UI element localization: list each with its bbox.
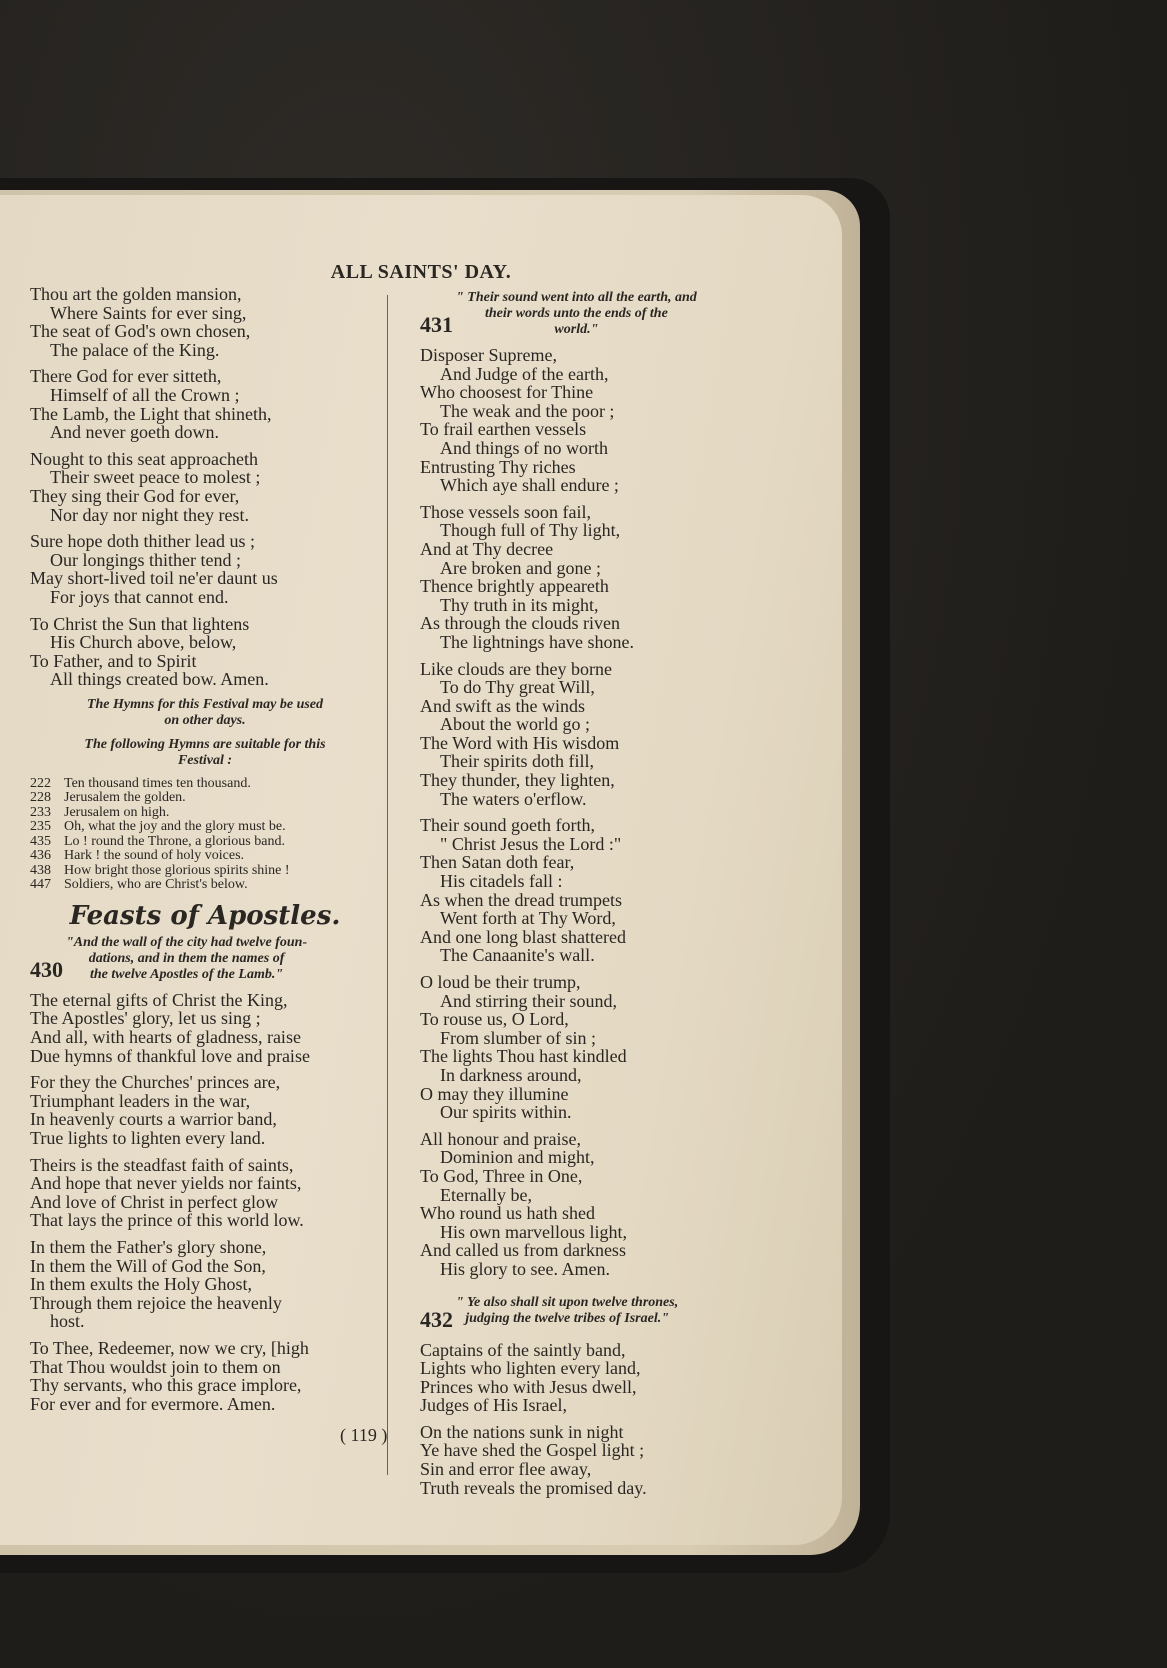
section-title: Feasts of Apostles. xyxy=(69,900,341,931)
verse-line: All honour and praise, xyxy=(420,1128,581,1149)
book-page xyxy=(0,195,842,1545)
hymn-number: 438 xyxy=(30,862,51,878)
list-item xyxy=(30,864,380,879)
stanza xyxy=(420,1341,750,1415)
verse-line: Thence brightly appeareth xyxy=(420,576,609,597)
verse-line: Thou art the golden mansion, xyxy=(30,284,242,304)
hymn-number: 435 xyxy=(30,833,51,849)
verse-line: For joys that cannot end. xyxy=(50,586,229,607)
verse-line: " Christ Jesus the Lord :" xyxy=(440,833,622,854)
hymn-number: 432 xyxy=(420,1306,453,1332)
rubric-line: Festival : xyxy=(177,752,233,768)
hymn-title: Jerusalem the golden. xyxy=(64,790,186,806)
rubric-line: on other days. xyxy=(164,712,246,728)
verse-line: To Thee, Redeemer, now we cry, [high xyxy=(30,1337,309,1358)
hymn-number: 235 xyxy=(30,819,51,835)
rubric-line: The following Hymns are suitable for this xyxy=(84,736,326,752)
hymn-title: Soldiers, who are Christ's below. xyxy=(64,877,248,893)
list-item xyxy=(30,820,380,835)
verse-line: And one long blast shattered xyxy=(420,926,626,947)
verse-line: The Word with His wisdom xyxy=(420,732,620,753)
hymn-title: Hark ! the sound of holy voices. xyxy=(64,848,245,864)
verse-line: The weak and the poor ; xyxy=(440,400,615,421)
stanza xyxy=(30,450,380,524)
verse-line: Which aye shall endure ; xyxy=(440,475,619,496)
hymn-title: Jerusalem on high. xyxy=(64,804,170,820)
verse-line: Captains of the saintly band, xyxy=(420,1339,626,1360)
verse-line: There God for ever sitteth, xyxy=(30,366,222,387)
verse-line: On the nations sunk in night xyxy=(420,1421,624,1442)
verse-line: Truth reveals the promised day. xyxy=(420,1477,647,1498)
verse-line: In darkness around, xyxy=(440,1064,582,1085)
verse-line: To Father, and to Spirit xyxy=(30,650,197,671)
epigraph-line: world." xyxy=(554,322,599,337)
verse-line: And Judge of the earth, xyxy=(440,363,609,384)
verse-line: And things of no worth xyxy=(440,437,608,458)
verse-line: The eternal gifts of Christ the King, xyxy=(30,989,288,1010)
verse-line: Through them rejoice the heavenly xyxy=(30,1292,282,1313)
list-item xyxy=(30,806,380,821)
stanza xyxy=(30,532,380,606)
verse-line: To Christ the Sun that lightens xyxy=(30,613,250,634)
verse-line: In them exults the Holy Ghost, xyxy=(30,1274,252,1295)
stanza xyxy=(420,973,750,1122)
verse-line: And hope that never yields nor faints, xyxy=(30,1173,302,1194)
verse-line: And called us from darkness xyxy=(420,1240,626,1261)
stanza xyxy=(30,1156,380,1230)
verse-line: May short-lived toil ne'er daunt us xyxy=(30,568,278,589)
verse-line: Their spirits doth fill, xyxy=(440,751,594,772)
right-column xyxy=(420,290,750,1497)
verse-line: Triumphant leaders in the war, xyxy=(30,1090,251,1111)
page-number: ( 119 ) xyxy=(340,1425,388,1445)
stanza xyxy=(420,1423,750,1497)
verse-line: As through the clouds riven xyxy=(420,613,620,634)
hymn-number: 447 xyxy=(30,877,51,893)
verse-line: And never goeth down. xyxy=(50,422,219,443)
verse-line: All things created bow. Amen. xyxy=(50,669,269,690)
verse-line: And at Thy decree xyxy=(420,538,554,559)
verse-line: Dominion and might, xyxy=(440,1147,595,1168)
hymn-number: 233 xyxy=(30,804,51,820)
epigraph-line: the twelve Apostles of the Lamb." xyxy=(89,966,284,982)
hymn-number: 222 xyxy=(30,775,51,791)
verse-line: Ye have shed the Gospel light ; xyxy=(420,1440,645,1461)
verse-line: In them the Father's glory shone, xyxy=(30,1237,267,1257)
stanza xyxy=(420,346,750,495)
hymn-epigraph xyxy=(456,1295,678,1327)
rubric-line: The Hymns for this Festival may be used xyxy=(86,696,324,712)
verse-line: Where Saints for ever sing, xyxy=(50,302,247,323)
verse-line: Those vessels soon fail, xyxy=(420,501,591,522)
verse-line: For they the Churches' princes are, xyxy=(30,1072,281,1093)
epigraph-line: judging the twelve tribes of Israel." xyxy=(465,1310,669,1326)
hymn-title: How bright those glorious spirits shine ! xyxy=(64,862,290,878)
verse-line: The lightnings have shone. xyxy=(440,631,634,652)
verse-line: The Apostles' glory, let us sing ; xyxy=(30,1008,261,1029)
stanza xyxy=(420,660,750,809)
epigraph-line: dations, and in them the names of xyxy=(88,950,285,966)
suggested-hymns-list xyxy=(30,777,380,893)
verse-line: Who choosest for Thine xyxy=(420,382,594,403)
verse-line: To frail earthen vessels xyxy=(420,419,587,440)
verse-line: O loud be their trump, xyxy=(420,972,581,992)
stanza xyxy=(420,816,750,965)
list-item xyxy=(30,835,380,850)
verse-line: And stirring their sound, xyxy=(440,990,617,1011)
verse-line: His glory to see. Amen. xyxy=(440,1258,610,1279)
verse-line: Their sound goeth forth, xyxy=(420,815,595,836)
hymn-number: 430 xyxy=(30,956,63,982)
verse-line: Our spirits within. xyxy=(440,1102,572,1123)
epigraph-line: " Their sound went into all the earth, and xyxy=(456,290,697,305)
stanza xyxy=(30,367,380,441)
epigraph-line: "And the wall of the city had twelve foun- xyxy=(66,934,308,950)
verse-line: The seat of God's own chosen, xyxy=(30,321,251,342)
verse-line: As when the dread trumpets xyxy=(420,889,622,910)
verse-line: Nor day nor night they rest. xyxy=(50,504,249,525)
verse-line: host. xyxy=(50,1311,85,1332)
stanza xyxy=(30,1238,380,1331)
verse-line: Though full of Thy light, xyxy=(440,520,621,541)
verse-line: In them the Will of God the Son, xyxy=(30,1255,266,1276)
verse-line: Judges of His Israel, xyxy=(420,1395,567,1416)
verse-line: Who round us hath shed xyxy=(420,1203,595,1224)
verse-line: Princes who with Jesus dwell, xyxy=(420,1376,637,1397)
stanza xyxy=(420,1130,750,1279)
verse-line: In heavenly courts a warrior band, xyxy=(30,1109,277,1130)
verse-line: To do Thy great Will, xyxy=(440,677,595,698)
list-item xyxy=(30,878,380,893)
rubric xyxy=(30,697,380,729)
hymn-number: 431 xyxy=(420,312,453,337)
verse-line: They sing their God for ever, xyxy=(30,485,240,506)
verse-line: For ever and for evermore. Amen. xyxy=(30,1393,276,1414)
verse-line: About the world go ; xyxy=(440,714,590,735)
hymn-title: Ten thousand times ten thousand. xyxy=(64,775,251,791)
verse-line: Himself of all the Crown ; xyxy=(50,384,240,405)
stanza xyxy=(420,503,750,652)
verse-line: To God, Three in One, xyxy=(420,1165,583,1186)
verse-line: The waters o'erflow. xyxy=(440,788,587,809)
stanza xyxy=(30,1073,380,1147)
hymn-epigraph xyxy=(66,935,307,983)
verse-line: That lays the prince of this world low. xyxy=(30,1210,304,1231)
list-item xyxy=(30,791,380,806)
verse-line: The Canaanite's wall. xyxy=(440,945,595,966)
verse-line: Like clouds are they borne xyxy=(420,658,612,679)
epigraph-line: their words unto the ends of the xyxy=(484,306,668,321)
verse-line: The palace of the King. xyxy=(50,339,220,360)
hymn-title: Oh, what the joy and the glory must be. xyxy=(64,819,286,835)
verse-line: Then Satan doth fear, xyxy=(420,852,575,873)
verse-line: Went forth at Thy Word, xyxy=(440,908,616,929)
verse-line: Thy servants, who this grace implore, xyxy=(30,1375,302,1396)
hymn-heading xyxy=(420,290,750,338)
verse-line: To rouse us, O Lord, xyxy=(420,1009,569,1030)
verse-line: His own marvellous light, xyxy=(440,1221,627,1242)
verse-line: And swift as the winds xyxy=(420,695,585,716)
verse-line: Our longings thither tend ; xyxy=(50,549,241,570)
verse-line: That Thou wouldst join to them on xyxy=(30,1356,281,1377)
column-divider xyxy=(387,295,388,1475)
hymn-epigraph xyxy=(456,290,697,338)
verse-line: Eternally be, xyxy=(440,1184,532,1205)
verse-line: The lights Thou hast kindled xyxy=(420,1046,627,1067)
stanza xyxy=(30,1339,380,1413)
verse-line: Are broken and gone ; xyxy=(440,557,601,578)
verse-line: And all, with hearts of gladness, raise xyxy=(30,1027,301,1048)
verse-line: His Church above, below, xyxy=(50,632,237,653)
verse-line: They thunder, they lighten, xyxy=(420,770,615,791)
verse-line: Due hymns of thankful love and praise xyxy=(30,1045,310,1066)
verse-line: Nought to this seat approacheth xyxy=(30,448,258,469)
list-item xyxy=(30,849,380,864)
hymn-number: 228 xyxy=(30,790,51,806)
verse-line: O may they illumine xyxy=(420,1083,569,1104)
verse-line: Disposer Supreme, xyxy=(420,345,557,365)
stanza xyxy=(30,991,380,1065)
verse-line: True lights to lighten every land. xyxy=(30,1128,266,1149)
verse-line: Their sweet peace to molest ; xyxy=(50,467,261,488)
verse-line: Lights who lighten every land, xyxy=(420,1358,641,1379)
verse-line: Thy truth in its might, xyxy=(440,594,599,615)
verse-line: The Lamb, the Light that shineth, xyxy=(30,403,272,424)
epigraph-line: " Ye also shall sit upon twelve thrones, xyxy=(456,1294,679,1310)
left-column xyxy=(30,285,380,1413)
hymn-number: 436 xyxy=(30,848,51,864)
hymn-heading xyxy=(420,1295,750,1333)
rubric xyxy=(30,737,380,769)
verse-line: From slumber of sin ; xyxy=(440,1027,596,1048)
hymn-title: Lo ! round the Throne, a glorious band. xyxy=(64,833,285,849)
verse-line: And love of Christ in perfect glow xyxy=(30,1191,278,1212)
stanza xyxy=(30,615,380,689)
verse-line: Theirs is the steadfast faith of saints, xyxy=(30,1154,294,1175)
verse-line: Entrusting Thy riches xyxy=(420,456,576,477)
verse-line: Sure hope doth thither lead us ; xyxy=(30,531,255,552)
verse-line: His citadels fall : xyxy=(440,871,563,892)
verse-line: Sin and error flee away, xyxy=(420,1459,592,1480)
stanza xyxy=(30,285,380,359)
list-item xyxy=(30,777,380,792)
hymn-heading xyxy=(30,935,380,983)
page-header: ALL SAINTS' DAY. xyxy=(330,261,512,283)
